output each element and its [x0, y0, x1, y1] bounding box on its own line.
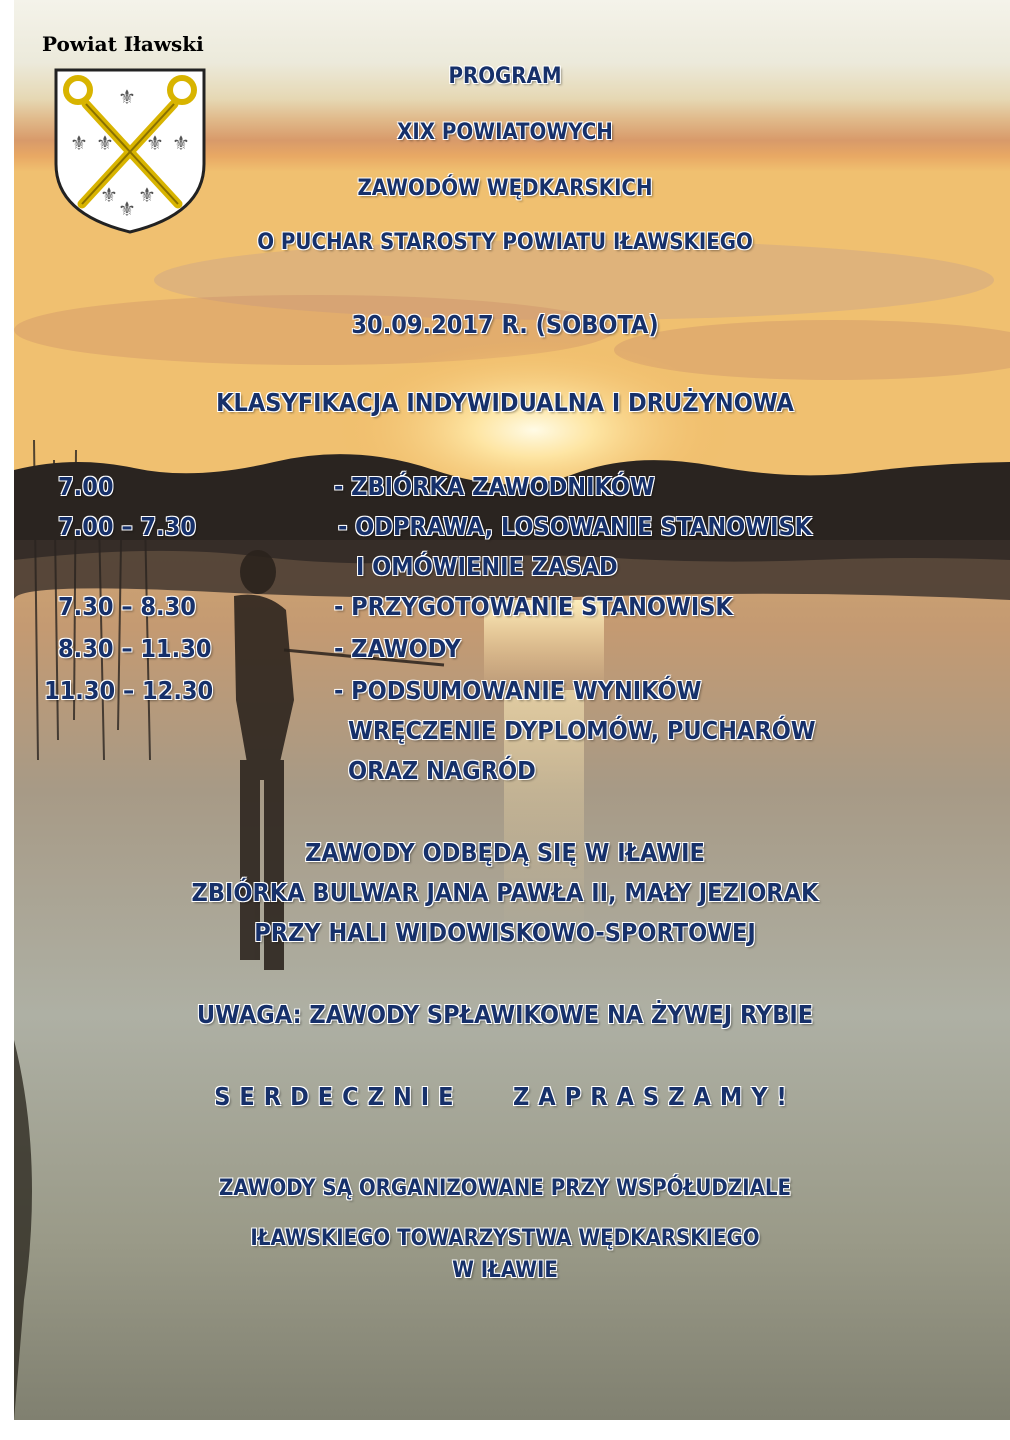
svg-text:⚜: ⚜ [100, 183, 118, 207]
footer-line-1: ZAWODY SĄ ORGANIZOWANE PRZY WSPÓŁUDZIALE [218, 1176, 792, 1201]
svg-text:⚜: ⚜ [70, 131, 88, 155]
schedule-desc-3: - PRZYGOTOWANIE STANOWISK [334, 592, 733, 621]
svg-text:⚜: ⚜ [118, 85, 136, 109]
svg-text:⚜: ⚜ [96, 131, 114, 155]
footer-line-2: IŁAWSKIEGO TOWARZYSTWA WĘDKARSKIEGO [250, 1226, 760, 1251]
notice: UWAGA: ZAWODY SPŁAWIKOWE NA ŻYWEJ RYBIE [196, 1000, 814, 1029]
invitation: SERDECZNIE ZAPRASZAMY! [214, 1082, 796, 1111]
svg-text:⚜: ⚜ [118, 197, 136, 221]
schedule-desc-2: - ODPRAWA, LOSOWANIE STANOWISK [338, 512, 813, 541]
schedule-time-4: 8.30 – 11.30 [58, 634, 212, 663]
svg-text:⚜: ⚜ [172, 131, 190, 155]
logo-label: Powiat Iławski [42, 32, 204, 56]
location-line-2: ZBIÓRKA BULWAR JANA PAWŁA II, MAŁY JEZIORAK [191, 878, 819, 907]
program-title: PROGRAM [448, 64, 562, 89]
program-subtitle-2: ZAWODÓW WĘDKARSKICH [357, 176, 653, 201]
schedule-desc-5b: WRĘCZENIE DYPLOMÓW, PUCHARÓW [348, 716, 816, 745]
coat-of-arms-icon [50, 64, 210, 236]
schedule-time-3: 7.30 – 8.30 [58, 592, 196, 621]
location-line-1: ZAWODY ODBĘDĄ SIĘ W IŁAWIE [305, 838, 705, 867]
schedule-desc-5: - PODSUMOWANIE WYNIKÓW [334, 676, 702, 705]
classification: KLASYFIKACJA INDYWIDUALNA I DRUŻYNOWA [216, 388, 794, 417]
svg-text:⚜: ⚜ [146, 131, 164, 155]
footer-line-3: W IŁAWIE [452, 1258, 558, 1283]
program-subtitle-3: O PUCHAR STAROSTY POWIATU IŁAWSKIEGO [257, 230, 753, 255]
schedule-desc-4: - ZAWODY [334, 634, 461, 663]
event-date: 30.09.2017 R. (SOBOTA) [351, 310, 659, 339]
schedule-time-5: 11.30 – 12.30 [44, 676, 214, 705]
schedule-time-2: 7.00 – 7.30 [58, 512, 196, 541]
schedule-desc-1: - ZBIÓRKA ZAWODNIKÓW [334, 472, 655, 501]
location-line-3: PRZY HALI WIDOWISKOWO-SPORTOWEJ [254, 918, 756, 947]
schedule-desc-5c: ORAZ NAGRÓD [348, 756, 536, 785]
schedule-desc-2b: I OMÓWIENIE ZASAD [356, 552, 618, 581]
schedule-time-1: 7.00 [58, 472, 114, 501]
svg-text:⚜: ⚜ [138, 183, 156, 207]
program-subtitle-1: XIX POWIATOWYCH [397, 120, 613, 145]
